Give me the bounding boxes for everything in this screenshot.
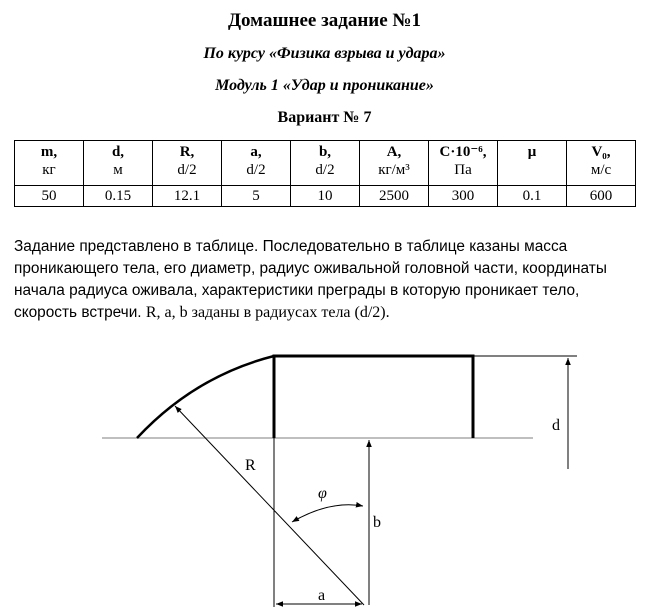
column-unit: м — [113, 162, 123, 178]
column-symbol: m, — [40, 144, 58, 160]
column-unit: d/2 — [315, 162, 335, 178]
table-cell: 50 — [15, 186, 84, 207]
column-symbol: R, — [179, 144, 195, 160]
column-symbol: A, — [386, 144, 402, 160]
angle-arc — [292, 505, 363, 522]
table-cell: 600 — [567, 186, 636, 207]
label-a: a — [318, 587, 326, 604]
course-subtitle: По курсу «Физика взрыва и удара» — [203, 45, 446, 62]
variant-heading: Вариант № 7 — [277, 109, 372, 126]
column-symbol: V₀, — [591, 144, 611, 160]
column-symbol: a, — [250, 144, 262, 160]
table-cell: 12.1 — [153, 186, 222, 207]
description-text: Задание представлено в таблице. Последовательно в таблице казаны масса проникающего тела, его диаметр, радиус оживальной головной части, координаты начала радиуса оживала, характеристики преграды в которую проникает тело, скорость встречи. — [14, 238, 607, 321]
label-d: d — [552, 417, 560, 434]
column-symbol: μ — [527, 144, 537, 160]
table-cell: 2500 — [360, 186, 429, 207]
table-cell: 10 — [291, 186, 360, 207]
column-symbol: d, — [111, 144, 125, 160]
column-unit: Па — [454, 162, 472, 178]
column-unit: кг — [42, 162, 56, 178]
column-symbol: C·10⁻⁶, — [439, 144, 487, 160]
column-unit: d/2 — [177, 162, 197, 178]
label-b: b — [373, 514, 381, 531]
module-subtitle: Модуль 1 «Удар и проникание» — [215, 77, 434, 94]
column-unit: м/с — [590, 162, 612, 178]
column-unit: кг/м³ — [378, 162, 410, 178]
table-cell: 0.1 — [498, 186, 567, 207]
page-title: Домашнее задание №1 — [227, 10, 422, 31]
ogive-arc — [137, 356, 274, 438]
column-unit: d/2 — [246, 162, 266, 178]
table-cell: 0.15 — [84, 186, 153, 207]
table-cell: 300 — [429, 186, 498, 207]
column-symbol: b, — [318, 144, 332, 160]
body-outline — [274, 356, 473, 438]
description-note: R, a, b заданы в радиусах тела (d/2). — [145, 304, 390, 321]
table-cell: 5 — [222, 186, 291, 207]
label-phi: φ — [318, 485, 327, 502]
label-r: R — [245, 457, 256, 474]
